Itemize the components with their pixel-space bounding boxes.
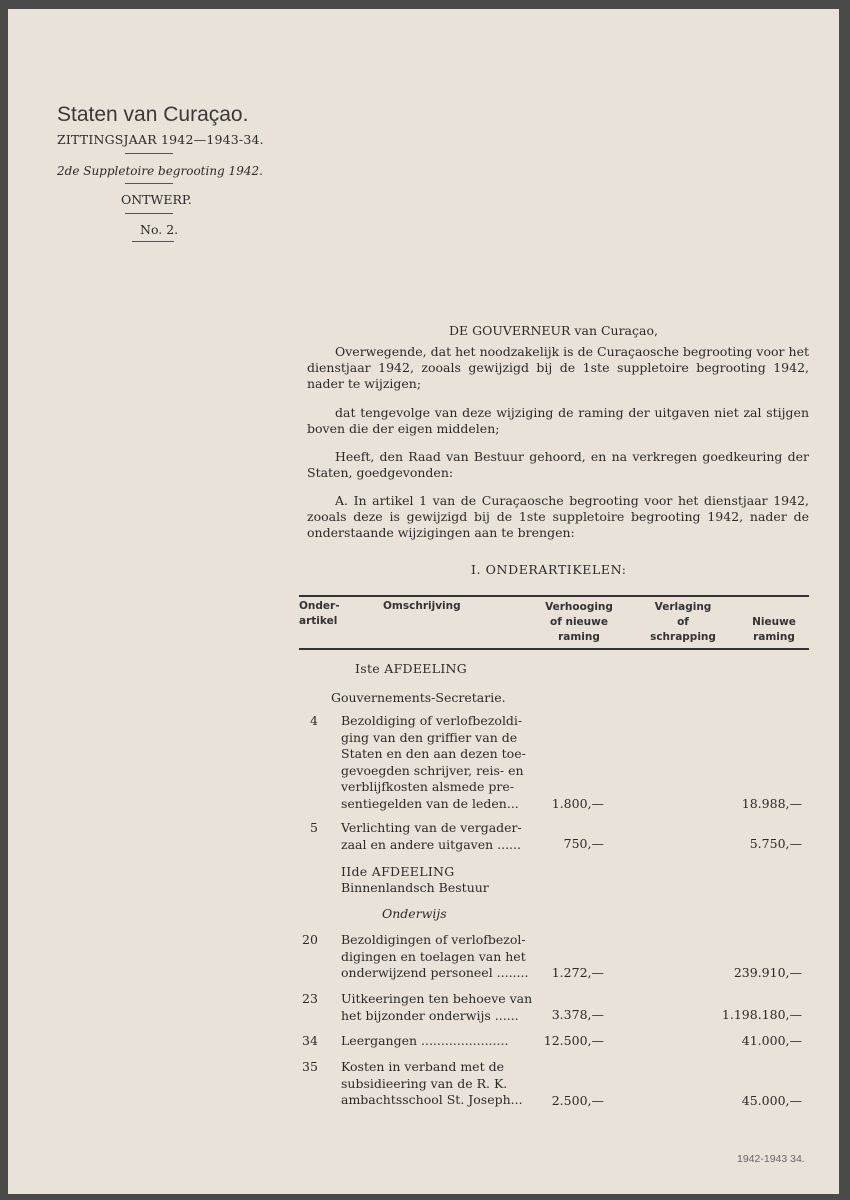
divider — [125, 153, 173, 154]
column-header-nr: Onder- artikel — [299, 600, 340, 627]
row-increase: 750,— — [563, 836, 604, 851]
divider — [125, 183, 173, 184]
row-description: Bezoldigingen of verlofbezol- digingen en toelagen van het onderwijzend personeel ........ — [341, 932, 529, 980]
document-number: No. 2. — [140, 222, 179, 237]
row-increase: 3.378,— — [551, 1007, 604, 1022]
row-new-estimate: 1.198.180,— — [721, 1007, 802, 1022]
row-new-estimate: 45.000,— — [741, 1093, 802, 1108]
divider — [125, 213, 173, 214]
paragraph-resolution: Heeft, den Raad van Bestuur gehoord, en na verkregen goedkeuring der Staten, goedgevonden: — [307, 449, 809, 480]
afdeeling-subheading: Binnenlandsch Bestuur — [341, 880, 489, 895]
row-nr: 4 — [310, 713, 318, 728]
row-nr: 5 — [310, 820, 318, 835]
assembly-title: Staten van Curaçao. — [57, 103, 249, 126]
row-increase: 2.500,— — [551, 1093, 604, 1108]
afdeeling-heading: Iste AFDEELING — [355, 661, 468, 676]
row-new-estimate: 18.988,— — [741, 796, 802, 811]
row-description: Kosten in verband met de subsidieering van de R. K. ambachtsschool St. Joseph... — [341, 1059, 523, 1107]
row-increase: 1.800,— — [551, 796, 604, 811]
afdeeling-category: Onderwijs — [382, 906, 447, 921]
row-nr: 35 — [302, 1059, 318, 1074]
column-header-increase: Verhooging of nieuwe raming — [545, 601, 613, 643]
paragraph-article-a: A. In artikel 1 van de Curaçaosche begrooting voor het dienstjaar 1942, zooals deze is gewijzigd bij de 1ste suppletoire begrooting 1942, nader de onderstaande wijzigingen aan te brengen: — [307, 493, 809, 540]
budget-subtitle: 2de Suppletoire begrooting 1942. — [57, 164, 263, 178]
row-description: Uitkeeringen ten behoeve van het bijzonder onderwijs ...... — [341, 991, 533, 1023]
row-new-estimate: 239.910,— — [733, 965, 802, 980]
afdeeling-subheading: Gouvernements-Secretarie. — [331, 690, 506, 705]
row-description: Leergangen ...................... — [341, 1033, 509, 1048]
table-header-rule — [299, 648, 809, 650]
column-header-decrease: Verlaging of schrapping — [650, 601, 716, 643]
row-description: Bezoldiging of verlofbezoldi- ging van den griffier van de Staten en den aan dezen toe- gevoegden schrijver, reis- en verblijfkosten alsmede pre- sentiegelden van de leden... — [341, 713, 526, 811]
row-description: Verlichting van de vergader- zaal en andere uitgaven ...... — [341, 820, 522, 852]
row-new-estimate: 41.000,— — [741, 1033, 802, 1048]
section-heading: I. ONDERARTIKELEN: — [471, 562, 627, 577]
row-increase: 12.500,— — [543, 1033, 604, 1048]
row-increase: 1.272,— — [551, 965, 604, 980]
afdeeling-heading: IIde AFDEELING — [341, 864, 455, 879]
column-header-new: Nieuwe raming — [752, 616, 796, 643]
table-top-rule — [299, 595, 809, 597]
session-year: ZITTINGSJAAR 1942—1943-34. — [57, 132, 264, 147]
page-footer: 1942-1943 34. — [737, 1153, 805, 1165]
draft-status: ONTWERP. — [121, 192, 192, 207]
row-nr: 34 — [302, 1033, 318, 1048]
column-header-description: Omschrijving — [383, 600, 461, 612]
paragraph-considering: Overwegende, dat het noodzakelijk is de Curaçaosche begrooting voor het dienstjaar 1942, zooals gewijzigd bij de 1ste suppletoire begrooting 1942, nader te wijzigen; — [307, 344, 809, 391]
row-nr: 23 — [302, 991, 318, 1006]
paragraph-consequence: dat tengevolge van deze wijziging de raming der uitgaven niet zal stijgen boven die der eigen middelen; — [307, 405, 809, 436]
row-nr: 20 — [302, 932, 318, 947]
document-page — [8, 9, 839, 1194]
decree-title: DE GOUVERNEUR van Curaçao, — [449, 323, 658, 338]
row-new-estimate: 5.750,— — [749, 836, 802, 851]
divider — [132, 241, 174, 242]
